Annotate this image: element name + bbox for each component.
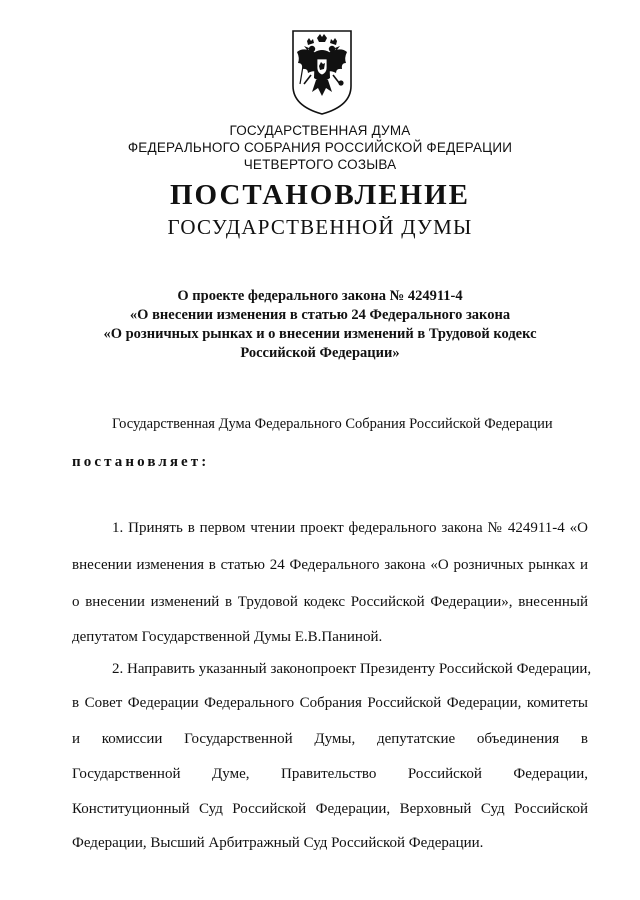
paragraph-2-line: в Совет Федерации Федерального Собрания Российской Федерации, комитеты bbox=[72, 695, 588, 711]
paragraph-2-line: Государственной Думе, Правительство Российской Федерации, bbox=[72, 766, 588, 782]
paragraph-1-line: депутатом Государственной Думы Е.В.Паниной. bbox=[72, 629, 383, 645]
decree-verb: постановляет: bbox=[72, 454, 210, 470]
subject-line: «О внесении изменения в статью 24 Федерального закона bbox=[129, 307, 511, 323]
paragraph-2-line: 2. Направить указанный законопроект Президенту Российской Федерации, bbox=[112, 661, 592, 677]
paragraph-2-line: Федерации, Высший Арбитражный Суд Российской Федерации. bbox=[72, 835, 484, 851]
paragraph-2-line: и комиссии Государственной Думы, депутатские объединения в bbox=[72, 731, 588, 747]
paragraph-2-line: Конституционный Суд Российской Федерации, Верховный Суд Российской bbox=[72, 801, 588, 817]
subject-line: Российской Федерации» bbox=[240, 345, 400, 361]
resolution-subject bbox=[0, 287, 640, 363]
paragraph-1-line: о внесении изменений в Трудовой кодекс Российской Федерации», внесенный bbox=[72, 594, 588, 610]
coat-of-arms-emblem bbox=[290, 28, 354, 116]
header-line-federal-assembly: ФЕДЕРАЛЬНОГО СОБРАНИЯ РОССИЙСКОЙ ФЕДЕРАЦИИ bbox=[127, 140, 513, 155]
header-line-duma: ГОСУДАРСТВЕННАЯ ДУМА bbox=[229, 123, 411, 138]
subject-line: О проекте федерального закона № 424911-4 bbox=[177, 288, 463, 304]
document-issuer-title: ГОСУДАРСТВЕННОЙ ДУМЫ bbox=[167, 215, 473, 239]
subject-line: «О розничных рынках и о внесении изменений в Трудовой кодекс bbox=[103, 326, 537, 342]
paragraph-1-line: внесении изменения в статью 24 Федерального закона «О розничных рынках и bbox=[72, 557, 588, 573]
preamble-text: Государственная Дума Федерального Собрания Российской Федерации bbox=[112, 416, 553, 432]
header-line-convocation: ЧЕТВЕРТОГО СОЗЫВА bbox=[243, 157, 397, 172]
document-type-title: ПОСТАНОВЛЕНИЕ bbox=[169, 179, 470, 211]
paragraph-1-line: 1. Принять в первом чтении проект федерального закона № 424911-4 «О bbox=[112, 520, 588, 536]
issuing-body-header bbox=[0, 122, 640, 173]
